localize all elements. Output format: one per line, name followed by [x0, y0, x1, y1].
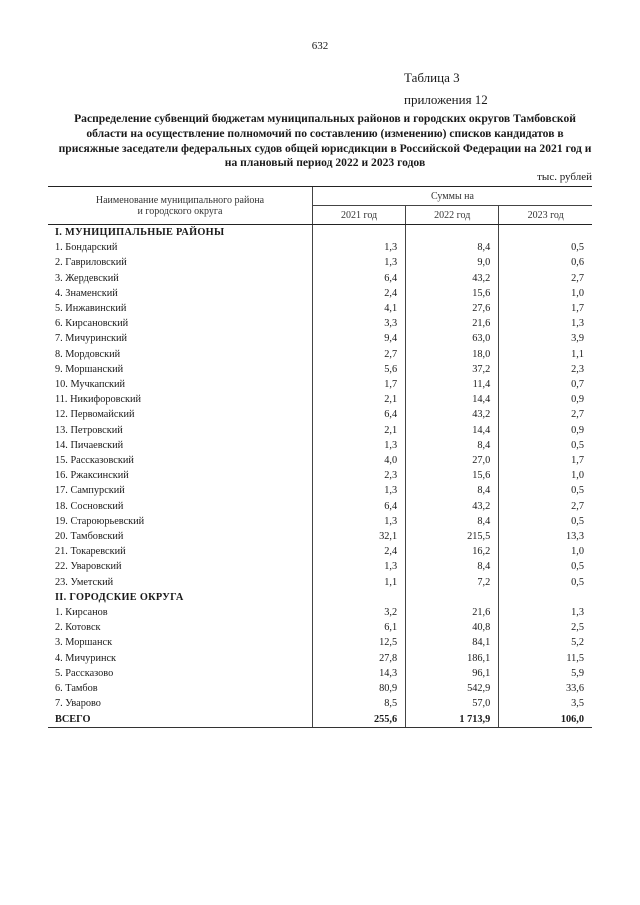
value-2022: 43,2: [406, 499, 499, 514]
total-2022: 1 713,9: [406, 712, 499, 728]
value-2021: 5,6: [312, 362, 405, 377]
empty-cell: [406, 225, 499, 241]
total-label: ВСЕГО: [48, 712, 312, 728]
value-2021: 1,3: [312, 514, 405, 529]
table-row: [48, 499, 592, 514]
value-2022: 96,1: [406, 666, 499, 681]
empty-cell: [406, 590, 499, 605]
row-name: 12. Первомайский: [55, 409, 135, 421]
row-name: 1. Бондарский: [55, 242, 118, 254]
row-name: 2. Гавриловский: [55, 257, 127, 269]
value-2023: 0,6: [499, 255, 592, 270]
row-name: 5. Инжавинский: [55, 303, 127, 315]
table-row: [48, 620, 592, 635]
value-2021: 1,7: [312, 377, 405, 392]
value-2021: 6,4: [312, 271, 405, 286]
value-2023: 2,3: [499, 362, 592, 377]
table-row: [48, 392, 592, 407]
row-name: 3. Жердевский: [55, 272, 119, 284]
table-row: [48, 331, 592, 346]
value-2023: 5,2: [499, 635, 592, 650]
row-name: 18. Сосновский: [55, 500, 124, 512]
value-2022: 43,2: [406, 407, 499, 422]
value-2021: 27,8: [312, 651, 405, 666]
value-2022: 27,6: [406, 301, 499, 316]
value-2022: 7,2: [406, 575, 499, 590]
empty-cell: [499, 225, 592, 241]
subvention-table: [48, 186, 592, 728]
row-name: 22. Уваровский: [55, 561, 122, 573]
total-2021: 255,6: [312, 712, 405, 728]
table-row: [48, 681, 592, 696]
value-2023: 33,6: [499, 681, 592, 696]
row-name: 6. Кирсановский: [55, 318, 129, 330]
value-2023: 0,5: [499, 575, 592, 590]
row-name: 4. Знаменский: [55, 287, 118, 299]
value-2021: 32,1: [312, 529, 405, 544]
value-2023: 13,3: [499, 529, 592, 544]
year-header-2022: 2022 год: [406, 206, 499, 225]
appendix-label: приложения 12: [404, 92, 488, 107]
row-name: 3. Моршанск: [55, 637, 113, 649]
value-2022: 15,6: [406, 286, 499, 301]
table-row: [48, 651, 592, 666]
value-2021: 3,3: [312, 316, 405, 331]
section-header-row: [48, 225, 592, 241]
sums-header: Суммы на: [312, 187, 592, 206]
value-2021: 2,4: [312, 286, 405, 301]
value-2023: 1,7: [499, 453, 592, 468]
value-2023: 0,7: [499, 377, 592, 392]
value-2022: 542,9: [406, 681, 499, 696]
value-2022: 37,2: [406, 362, 499, 377]
value-2023: 1,1: [499, 347, 592, 362]
row-name: 16. Ржаксинский: [55, 470, 129, 482]
empty-cell: [312, 590, 405, 605]
value-2022: 21,6: [406, 605, 499, 620]
value-2023: 1,7: [499, 301, 592, 316]
table-row: [48, 271, 592, 286]
value-2023: 2,7: [499, 499, 592, 514]
value-2023: 1,3: [499, 316, 592, 331]
section-header-row: [48, 590, 592, 605]
value-2023: 0,9: [499, 423, 592, 438]
value-2022: 18,0: [406, 347, 499, 362]
table-row: [48, 407, 592, 422]
value-2023: 2,5: [499, 620, 592, 635]
row-name: 6. Тамбов: [55, 683, 98, 695]
row-name: 7. Мичуринский: [55, 333, 128, 345]
value-2021: 2,7: [312, 347, 405, 362]
value-2022: 84,1: [406, 635, 499, 650]
value-2022: 186,1: [406, 651, 499, 666]
value-2023: 2,7: [499, 407, 592, 422]
row-name: 10. Мучкапский: [55, 379, 126, 391]
table-row: [48, 514, 592, 529]
value-2021: 6,4: [312, 407, 405, 422]
table-row: [48, 377, 592, 392]
value-2021: 3,2: [312, 605, 405, 620]
value-2022: 11,4: [406, 377, 499, 392]
value-2021: 14,3: [312, 666, 405, 681]
units-label: тыс. рублей: [537, 171, 592, 183]
value-2021: 8,5: [312, 696, 405, 711]
value-2022: 14,4: [406, 392, 499, 407]
table-row: [48, 453, 592, 468]
value-2022: 9,0: [406, 255, 499, 270]
table-row: [48, 559, 592, 574]
row-name: 7. Уварово: [55, 698, 101, 710]
value-2021: 9,4: [312, 331, 405, 346]
year-header-2023: 2023 год: [499, 206, 592, 225]
value-2022: 43,2: [406, 271, 499, 286]
value-2022: 8,4: [406, 514, 499, 529]
row-name: 14. Пичаевский: [55, 439, 124, 451]
value-2022: 21,6: [406, 316, 499, 331]
value-2023: 0,5: [499, 483, 592, 498]
value-2021: 2,1: [312, 423, 405, 438]
row-name: 19. Староюрьевский: [55, 515, 145, 527]
page-number: 632: [311, 40, 329, 52]
table-row: [48, 316, 592, 331]
row-name: 15. Рассказовский: [55, 455, 134, 467]
value-2021: 1,3: [312, 240, 405, 255]
value-2023: 0,5: [499, 559, 592, 574]
year-header-2021: 2021 год: [312, 206, 405, 225]
table-row: [48, 423, 592, 438]
value-2021: 80,9: [312, 681, 405, 696]
value-2022: 14,4: [406, 423, 499, 438]
value-2022: 8,4: [406, 483, 499, 498]
value-2022: 40,8: [406, 620, 499, 635]
row-name: 21. Токаревский: [55, 546, 126, 558]
value-2023: 3,5: [499, 696, 592, 711]
table-row: [48, 575, 592, 590]
total-row: [48, 712, 592, 728]
value-2022: 8,4: [406, 559, 499, 574]
table-row: [48, 362, 592, 377]
value-2021: 4,1: [312, 301, 405, 316]
value-2023: 11,5: [499, 651, 592, 666]
row-name: 2. Котовск: [55, 622, 101, 634]
total-2023: 106,0: [499, 712, 592, 728]
value-2022: 15,6: [406, 468, 499, 483]
value-2023: 0,5: [499, 514, 592, 529]
table-body: [48, 225, 592, 728]
name-column-header-line2: и городского округа: [137, 205, 223, 217]
table-row: [48, 468, 592, 483]
value-2023: 1,3: [499, 605, 592, 620]
table-row: [48, 347, 592, 362]
row-name: 8. Мордовский: [55, 348, 121, 360]
row-name: 1. Кирсанов: [55, 607, 108, 619]
table-row: [48, 286, 592, 301]
value-2021: 2,4: [312, 544, 405, 559]
row-name: 5. Рассказово: [55, 667, 114, 679]
row-name: 23. Уметский: [55, 576, 114, 588]
empty-cell: [499, 590, 592, 605]
value-2021: 1,1: [312, 575, 405, 590]
value-2021: 1,3: [312, 255, 405, 270]
document-title: Распределение субвенций бюджетам муниципальных районов и городских округов Тамбовской области на осуществление полномочий по составлению (изменению) списков кандидатов в присяжные заседатели федеральных судов общей юрисдикции в Российской Федерации на 2021 год и на плановый период 2022 и 2023 годов: [58, 112, 592, 170]
value-2023: 1,0: [499, 468, 592, 483]
value-2023: 1,0: [499, 544, 592, 559]
table-row: [48, 696, 592, 711]
section-title: II. ГОРОДСКИЕ ОКРУГА: [55, 591, 184, 603]
value-2021: 12,5: [312, 635, 405, 650]
value-2022: 16,2: [406, 544, 499, 559]
table-row: [48, 255, 592, 270]
table-row: [48, 301, 592, 316]
value-2023: 2,7: [499, 271, 592, 286]
value-2021: 1,3: [312, 438, 405, 453]
value-2021: 6,4: [312, 499, 405, 514]
value-2023: 0,5: [499, 240, 592, 255]
table-row: [48, 605, 592, 620]
value-2021: 1,3: [312, 559, 405, 574]
value-2022: 27,0: [406, 453, 499, 468]
section-title: I. МУНИЦИПАЛЬНЫЕ РАЙОНЫ: [55, 227, 225, 238]
value-2021: 6,1: [312, 620, 405, 635]
row-name: 9. Моршанский: [55, 363, 124, 375]
table-label: Таблица 3: [404, 70, 460, 85]
table-row: [48, 544, 592, 559]
empty-cell: [312, 225, 405, 241]
table-row: [48, 438, 592, 453]
value-2022: 215,5: [406, 529, 499, 544]
name-column-header-line1: Наименование муниципального района: [95, 194, 265, 206]
value-2021: 2,3: [312, 468, 405, 483]
value-2021: 4,0: [312, 453, 405, 468]
value-2021: 1,3: [312, 483, 405, 498]
row-name: 13. Петровский: [55, 424, 123, 436]
table-row: [48, 240, 592, 255]
row-name: 20. Тамбовский: [55, 531, 124, 543]
value-2023: 0,5: [499, 438, 592, 453]
value-2022: 8,4: [406, 240, 499, 255]
value-2022: 57,0: [406, 696, 499, 711]
value-2023: 5,9: [499, 666, 592, 681]
row-name: 17. Сампурский: [55, 485, 125, 497]
table-row: [48, 483, 592, 498]
value-2022: 63,0: [406, 331, 499, 346]
value-2023: 3,9: [499, 331, 592, 346]
value-2022: 8,4: [406, 438, 499, 453]
value-2021: 2,1: [312, 392, 405, 407]
value-2023: 0,9: [499, 392, 592, 407]
name-column-header: [48, 187, 312, 225]
value-2023: 1,0: [499, 286, 592, 301]
table-row: [48, 635, 592, 650]
table-row: [48, 666, 592, 681]
table-row: [48, 529, 592, 544]
row-name: 11. Никифоровский: [55, 394, 142, 406]
row-name: 4. Мичуринск: [55, 652, 117, 664]
